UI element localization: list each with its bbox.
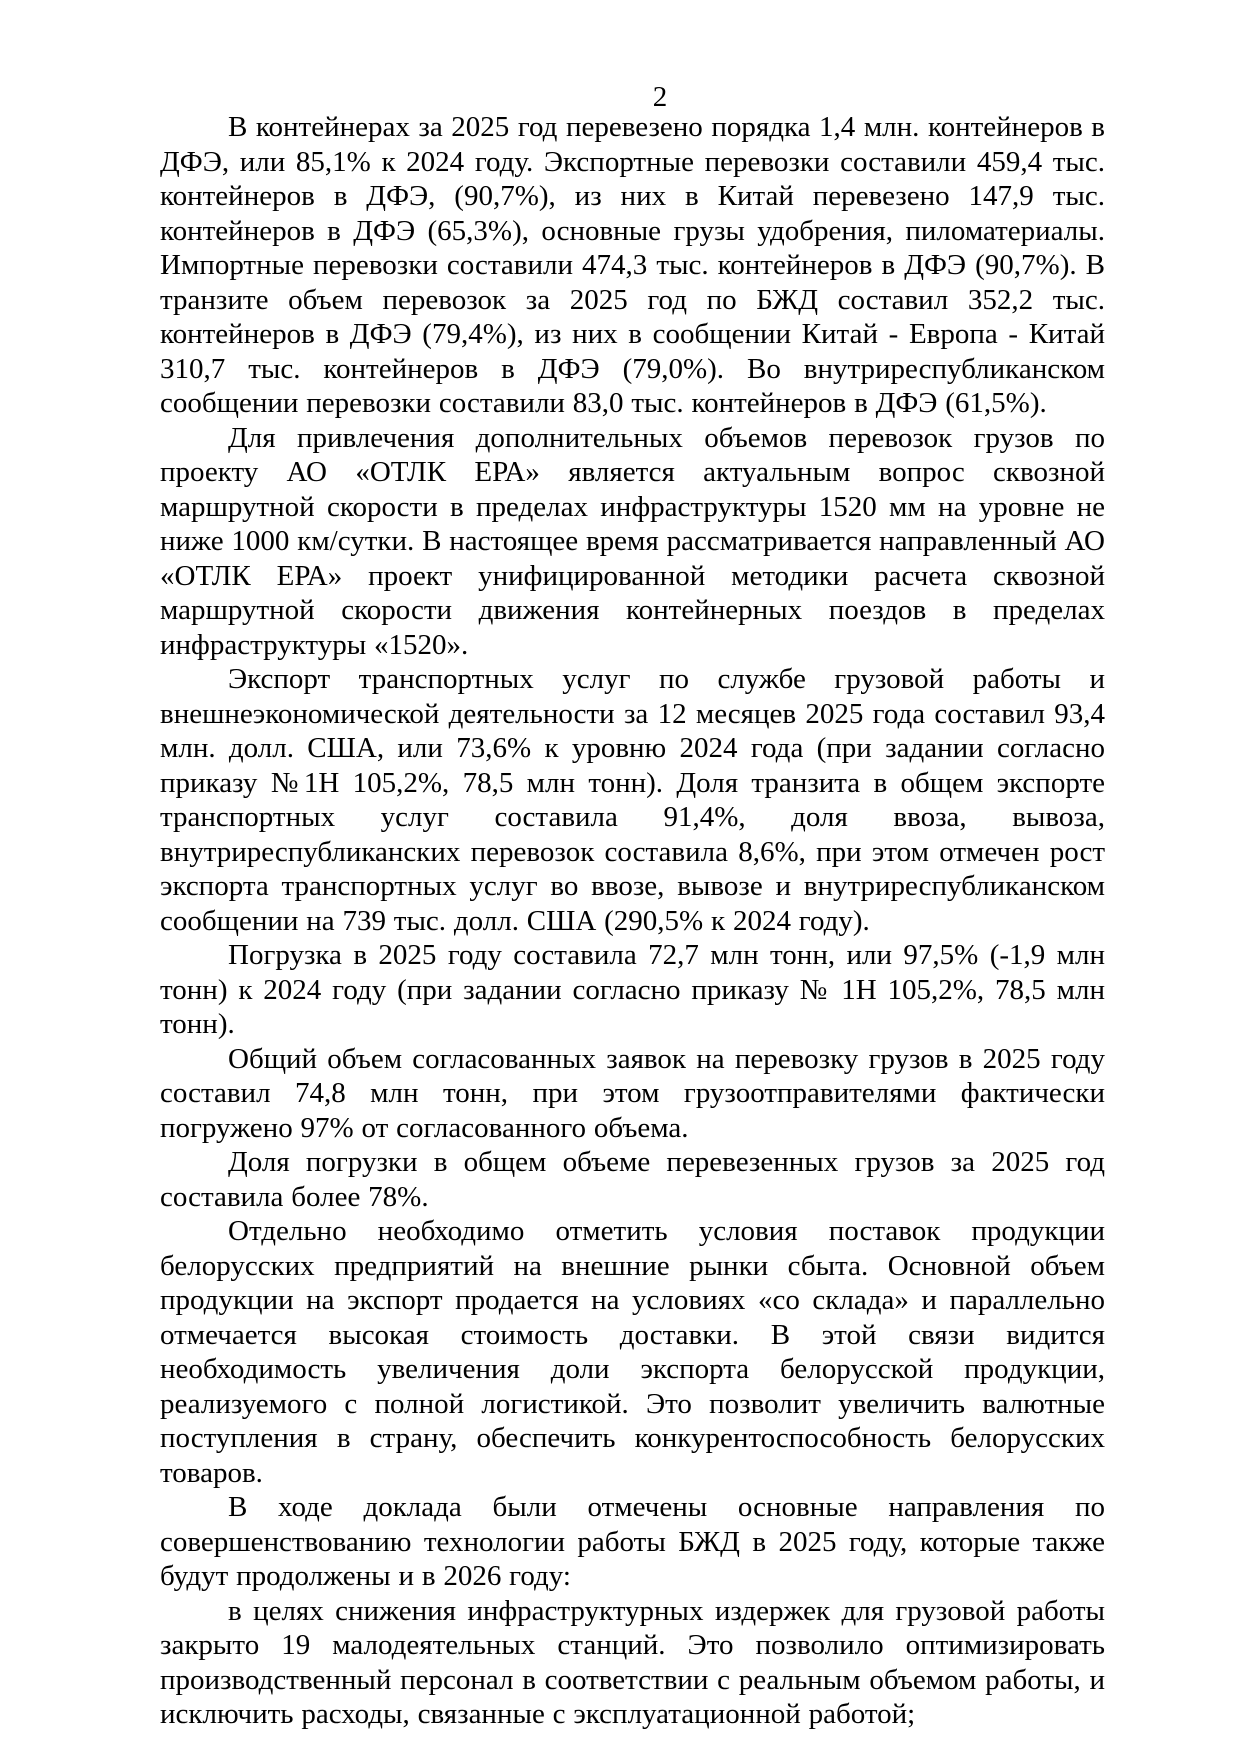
- paragraph: В ходе доклада были отмечены основные направления по совершенствованию технологии работы БЖД в 2025 году, которые также будут продолжены и в 2026 году:: [160, 1491, 1105, 1592]
- document-body: [160, 110, 1105, 1732]
- paragraph: в целях снижения инфраструктурных издержек для грузовой работы закрыто 19 малодеятельных станций. Это позволило оптимизировать производственный персонал в соответствии с реальным объемом работы, и исключить расходы, связанные с эксплуатационной работой;: [160, 1594, 1105, 1730]
- paragraph: В контейнерах за 2025 год перевезено порядка 1,4 млн. контейнеров в ДФЭ, или 85,1% к 2024 году. Экспортные перевозки составили 459,4 тыс. контейнеров в ДФЭ, (90,7%), из них в Китай перевезено 147,9 тыс. контейнеров в ДФЭ (65,3%), основные грузы удобрения, пиломатериалы. Импортные перевозки составили 474,3 тыс. контейнеров в ДФЭ (90,7%). В транзите объем перевозок за 2025 год по БЖД составил 352,2 тыс. контейнеров в ДФЭ (79,4%), из них в сообщении Китай - Европа - Китай 310,7 тыс. контейнеров в ДФЭ (79,0%). Во внутриреспубликанском сообщении перевозки составили 83,0 тыс. контейнеров в ДФЭ (61,5%).: [160, 111, 1105, 419]
- page-number: 2: [652, 81, 668, 113]
- paragraph: Доля погрузки в общем объеме перевезенных грузов за 2025 год составила более 78%.: [160, 1146, 1105, 1213]
- paragraph: Погрузка в 2025 году составила 72,7 млн тонн, или 97,5% (-1,9 млн тонн) к 2024 году (при задании согласно приказу № 1Н 105,2%, 78,5 млн тонн).: [160, 939, 1105, 1040]
- paragraph: Общий объем согласованных заявок на перевозку грузов в 2025 году составил 74,8 млн тонн, при этом грузоотправителями фактически погружено 97% от согласованного объема.: [160, 1042, 1105, 1144]
- paragraph: Отдельно необходимо отметить условия поставок продукции белорусских предприятий на внешние рынки сбыта. Основной объем продукции на экспорт продается на условиях «со склада» и параллельно отмечается высокая стоимость доставки. В этой связи видится необходимость увеличения доли экспорта белорусской продукции, реализуемого с полной логистикой. Это позволит увеличить валютные поступления в страну, обеспечить конкурентоспособность белорусских товаров.: [160, 1215, 1105, 1489]
- paragraph: Для привлечения дополнительных объемов перевозок грузов по проекту АО «ОТЛК ЕРА» является актуальным вопрос сквозной маршрутной скорости в пределах инфраструктуры 1520 мм на уровне не ниже 1000 км/сутки. В настоящее время рассматривается направленный АО «ОТЛК ЕРА» проект унифицированной методики расчета сквозной маршрутной скорости движения контейнерных поездов в пределах инфраструктуры «1520».: [160, 421, 1106, 661]
- paragraph: Экспорт транспортных услуг по службе грузовой работы и внешнеэкономической деятельности за 12 месяцев 2025 года составил 93,4 млн. долл. США, или 73,6% к уровню 2024 года (при задании согласно приказу №1Н 105,2%, 78,5 млн тонн). Доля транзита в общем экспорте транспортных услуг составила 91,4%, доля ввоза, вывоза, внутриреспубликанских перевозок составила 8,6%, при этом отмечен рост экспорта транспортных услуг во ввозе, вывозе и внутриреспубликанском сообщении на 739 тыс. долл. США (290,5% к 2024 году).: [160, 663, 1105, 937]
